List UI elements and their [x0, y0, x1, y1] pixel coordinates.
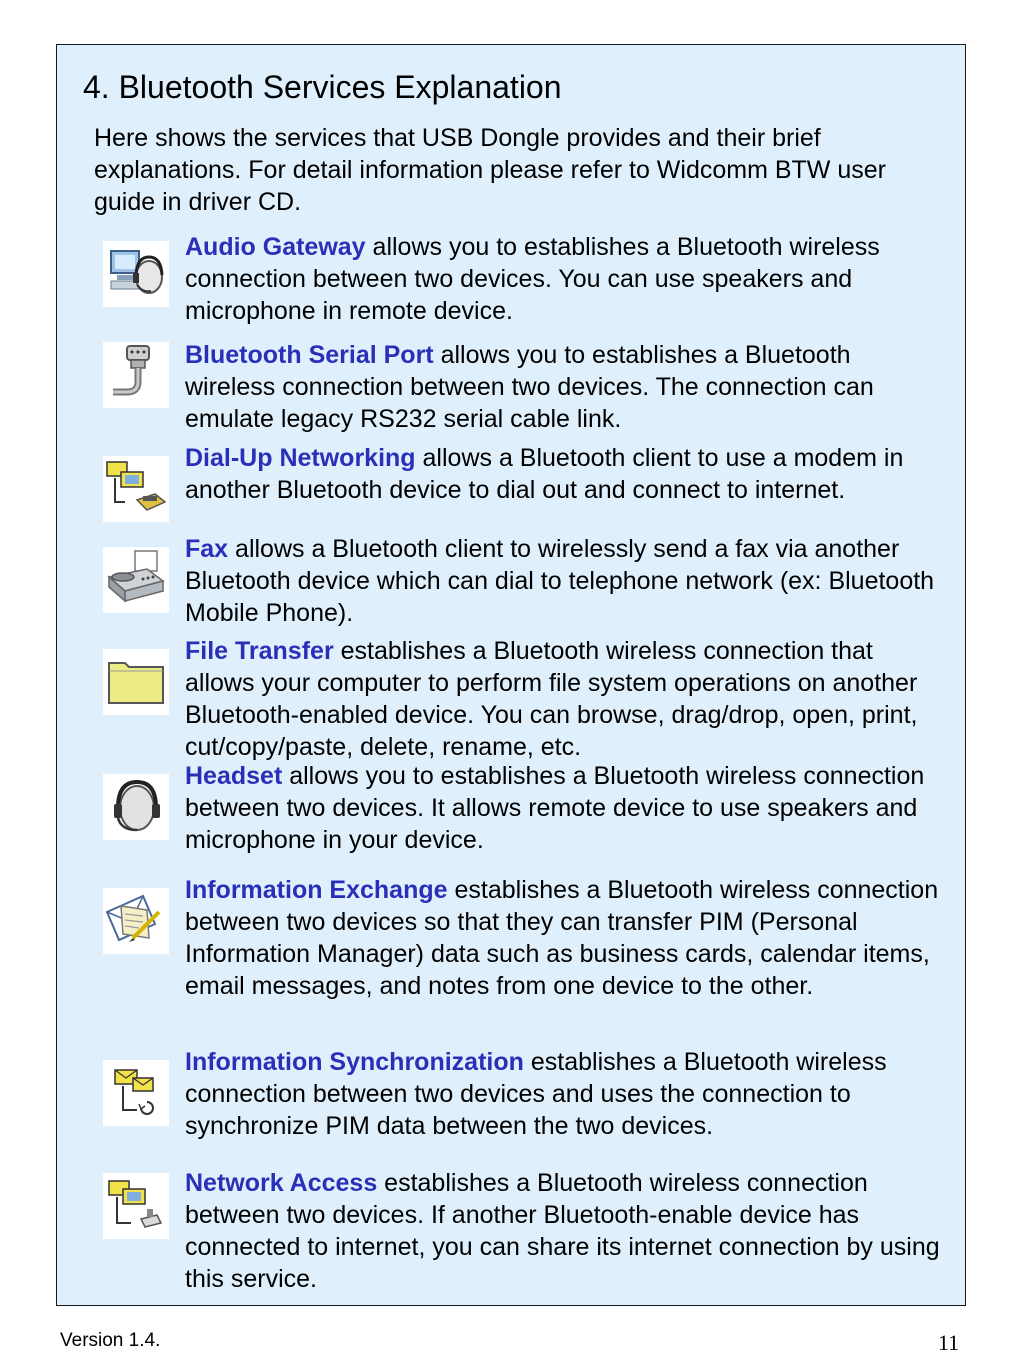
service-description: allows you to establishes a Bluetooth wireless connection between two devices. You can use speakers and microphone in remote device.	[185, 233, 880, 325]
service-description: allows you to establishes a Bluetooth wireless connection between two devices. It allows remote device to use speakers and microphone in your device.	[185, 762, 925, 854]
network-access-icon	[103, 1173, 169, 1239]
folder-icon	[103, 649, 169, 715]
service-name: Dial-Up Networking	[185, 444, 416, 472]
version-label: Version 1.4.	[60, 1330, 161, 1351]
audio-gateway-icon	[103, 241, 169, 307]
page-title: 4. Bluetooth Services Explanation	[83, 69, 562, 105]
fax-icon	[103, 547, 169, 613]
headset-icon	[103, 774, 169, 840]
service-name: Network Access	[185, 1169, 378, 1197]
service-description: establishes a Bluetooth wireless connection between two devices and uses the connection to synchronize PIM data between the two devices.	[185, 1048, 887, 1140]
service-name: Headset	[185, 762, 283, 790]
service-name: Bluetooth Serial Port	[185, 341, 434, 369]
information-exchange-icon	[103, 888, 169, 954]
service-name: Fax	[185, 535, 229, 563]
service-description: allows a Bluetooth client to wirelessly send a fax via another Bluetooth device which can dial to telephone network (ex: Bluetooth Mobile Phone).	[185, 535, 935, 627]
information-sync-icon	[103, 1060, 169, 1126]
serial-port-icon	[103, 342, 169, 408]
intro-paragraph: Here shows the services that USB Dongle provides and their brief explanations. For detail information please refer to Widcomm BTW user guide in driver CD.	[94, 124, 886, 216]
dial-up-networking-icon	[103, 456, 169, 522]
service-name: Audio Gateway	[185, 233, 366, 261]
service-name: File Transfer	[185, 637, 334, 665]
service-description: allows you to establishes a Bluetooth wireless connection between two devices. The connection can emulate legacy RS232 serial cable link.	[185, 341, 874, 433]
service-description: allows a Bluetooth client to use a modem in another Bluetooth device to dial out and connect to internet.	[185, 444, 904, 504]
service-description: establishes a Bluetooth wireless connection between two devices so that they can transfer PIM (Personal Information Manager) data such as business cards, calendar items, email messages, and notes from one device to the other.	[185, 876, 939, 1000]
service-name: Information Exchange	[185, 876, 448, 904]
service-description: establishes a Bluetooth wireless connection between two devices. If another Bluetooth-enable device has connected to internet, you can share its internet connection by using this service.	[185, 1169, 940, 1293]
service-name: Information Synchronization	[185, 1048, 524, 1076]
service-description: establishes a Bluetooth wireless connection that allows your computer to perform file system operations on another Bluetooth-enabled device. You can browse, drag/drop, open, print, cut/copy/paste, delete, rename, etc.	[185, 637, 918, 761]
content-panel	[56, 44, 966, 1306]
page-number: 11	[938, 1330, 960, 1355]
